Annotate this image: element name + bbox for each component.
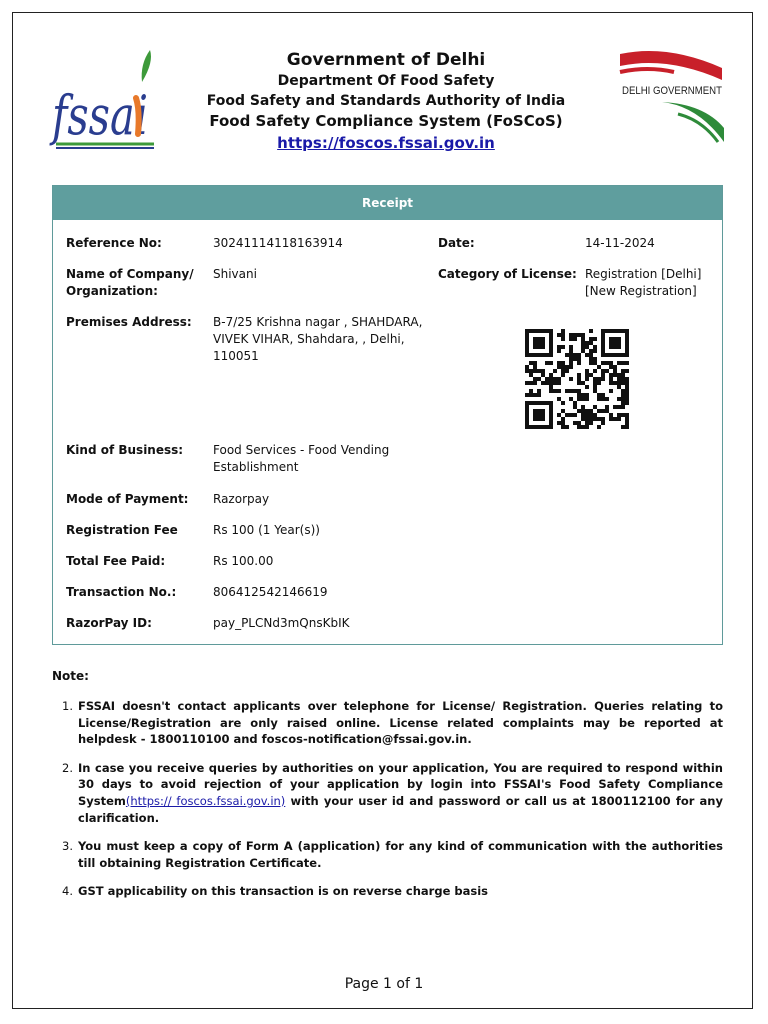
notes-title: Note: <box>52 669 89 683</box>
note-text: with your user id and password or call us at 1800112100 for any clarification. <box>78 793 723 825</box>
note-item <box>52 760 723 826</box>
foscos-link[interactable]: https://foscos.fssai.gov.in <box>277 134 495 152</box>
note-text: In case you receive queries by authorities on your application, You are required to respond within 30 days to avoid rejection of your application by login into FSSAI's Food Safety Compliance System <box>78 760 723 808</box>
category-value-line1: Registration [Delhi] <box>585 267 702 281</box>
premises-value-line1: B-7/25 Krishna nagar , SHAHDARA, <box>213 315 423 329</box>
razorpay-id-value: pay_PLCNd3mQnsKbIK <box>213 616 350 630</box>
reference-label: Reference No: <box>66 236 162 250</box>
foscos-note-link[interactable]: (https:// foscos.fssai.gov.in) <box>125 793 286 808</box>
company-value: Shivani <box>213 267 257 281</box>
date-label: Date: <box>438 236 475 250</box>
business-value-line2: Establishment <box>213 460 299 474</box>
note-number: 1. <box>62 699 73 713</box>
registration-fee-label: Registration Fee <box>66 523 178 537</box>
note-text: FSSAI doesn't contact applicants over telephone for License/ Registration. Queries relating to License/Registration are only raised online. License related complaints may be reported at helpdesk - 1800110100 and foscos-notification@fssai.gov.in. <box>78 699 723 747</box>
receipt-title: Receipt <box>53 186 722 220</box>
receipt-box <box>52 185 723 645</box>
business-label: Kind of Business: <box>66 443 184 457</box>
category-value-line2: [New Registration] <box>585 284 697 298</box>
payment-mode-value: Razorpay <box>213 492 270 506</box>
company-label-line2: Organization: <box>66 284 158 298</box>
page-number: Page 1 of 1 <box>344 976 424 992</box>
company-label-line1: Name of Company/ <box>66 267 194 281</box>
premises-label: Premises Address: <box>66 315 192 329</box>
registration-fee-value: Rs 100 (1 Year(s)) <box>213 523 320 537</box>
total-fee-label: Total Fee Paid: <box>66 554 166 568</box>
fssai-logo-text: fssai <box>48 84 148 147</box>
transaction-label: Transaction No.: <box>66 585 177 599</box>
transaction-value: 806412542146619 <box>213 585 328 599</box>
razorpay-id-label: RazorPay ID: <box>66 616 152 630</box>
system-title: Food Safety Compliance System (FoSCoS) <box>209 112 563 130</box>
header-block <box>180 50 592 154</box>
department-title: Department Of Food Safety <box>277 73 495 89</box>
premises-value-line2: VIVEK VIHAR, Shahdara, , Delhi, <box>213 332 405 346</box>
delhi-logo-text: DELHI GOVERNMENT <box>622 85 723 97</box>
category-label: Category of License: <box>438 267 577 281</box>
premises-value-line3: 110051 <box>213 349 259 363</box>
authority-title: Food Safety and Standards Authority of India <box>206 93 566 109</box>
note-item <box>52 883 723 900</box>
total-fee-value: Rs 100.00 <box>213 554 274 568</box>
note-number: 2. <box>62 760 73 775</box>
reference-value: 30241114118163914 <box>213 236 343 250</box>
notes-list <box>52 698 723 912</box>
note-item <box>52 838 723 871</box>
government-title: Government of Delhi <box>286 50 486 70</box>
fssai-logo <box>50 48 160 150</box>
delhi-government-logo <box>618 46 726 146</box>
business-value-line1: Food Services - Food Vending <box>213 443 390 457</box>
date-value: 14-11-2024 <box>585 236 655 250</box>
note-number: 3. <box>62 839 73 854</box>
note-text: GST applicability on this transaction is on reverse charge basis <box>78 884 489 899</box>
qr-code <box>525 329 629 429</box>
note-item <box>52 698 723 748</box>
note-number: 4. <box>62 884 73 899</box>
note-text: You must keep a copy of Form A (application) for any kind of communication with the authorities till obtaining Registration Certificate. <box>78 839 723 870</box>
payment-mode-label: Mode of Payment: <box>66 492 189 506</box>
